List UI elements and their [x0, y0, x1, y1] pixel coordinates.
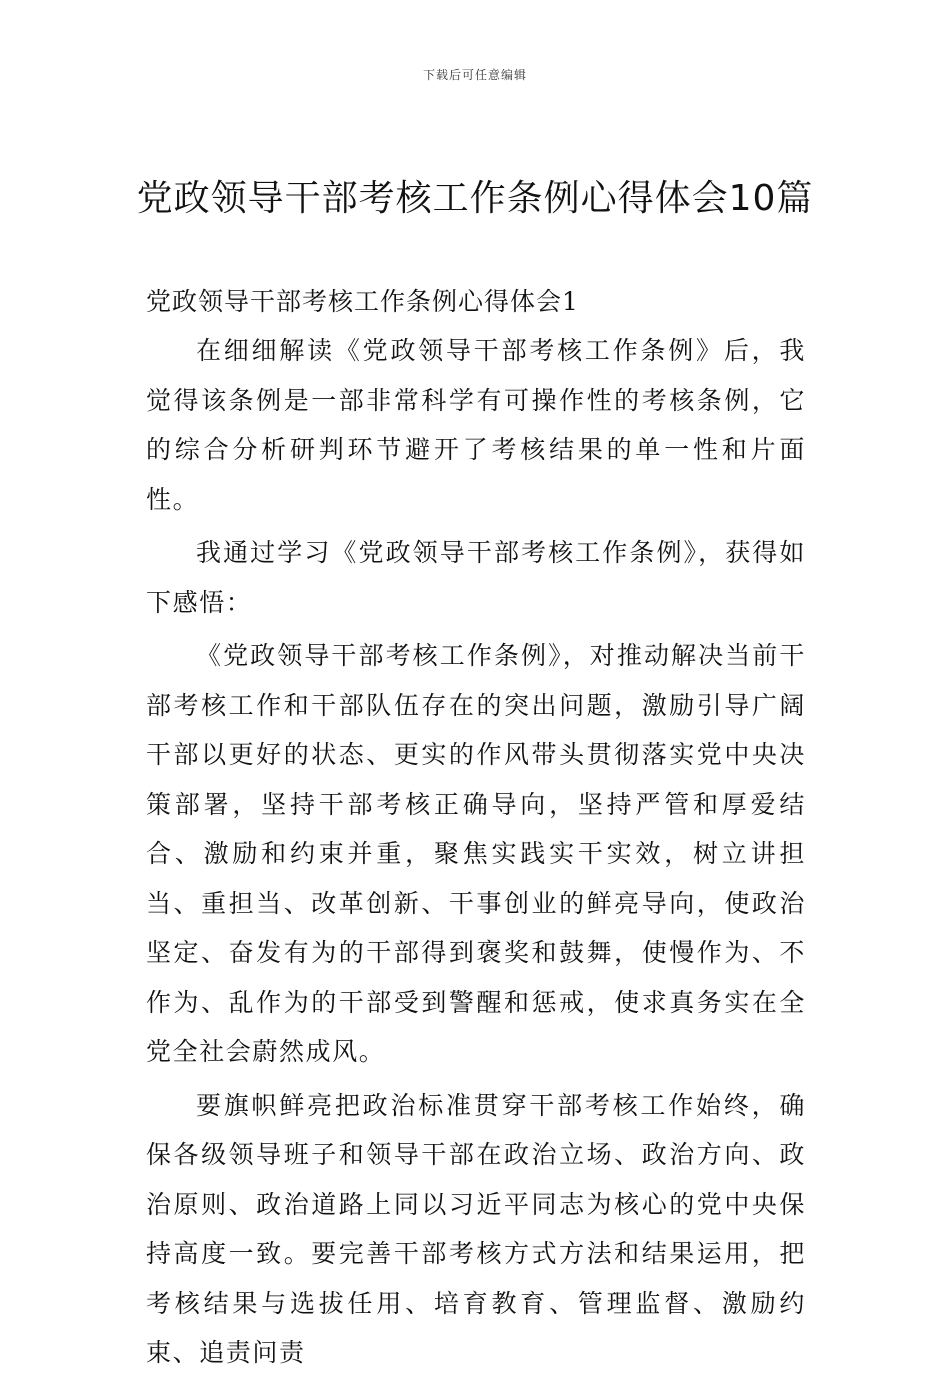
paragraph: 要旗帜鲜亮把政治标准贯穿干部考核工作始终，确保各级领导班子和领导干部在政治立场、政治方向、政治原则、政治道路上同以习近平同志为核心的党中央保持高度一致。要完善干部考核方式方法和结果运用，把考核结果与选拔任用、培育教育、管理监督、激励约束、追责问责: [146, 1090, 806, 1367]
section-heading: 党政领导干部考核工作条例心得体会1: [146, 287, 579, 316]
paragraph: 《党政领导干部考核工作条例》，对推动解决当前干部考核工作和干部队伍存在的突出问题，激励引导广阔干部以更好的状态、更实的作风带头贯彻落实党中央决策部署，坚持干部考核正确导向，坚持严管和厚爱结合、激励和约束并重，聚焦实践实干实效，树立讲担当、重担当、改革创新、干事创业的鲜亮导向，使政治坚定、奋发有为的干部得到褒奖和鼓舞，使慢作为、不作为、乱作为的干部受到警醒和惩戒，使求真务实在全党全社会蔚然成风。: [146, 641, 806, 1066]
paragraph: 在细细解读《党政领导干部考核工作条例》后，我觉得该条例是一部非常科学有可操作性的考核条例，它的综合分析研判环节避开了考核结果的单一性和片面性。: [146, 336, 806, 514]
paragraph: 我通过学习《党政领导干部考核工作条例》，获得如下感悟：: [146, 538, 806, 617]
header-note: 下载后可任意编辑: [422, 68, 527, 82]
body-text: [146, 326, 806, 1382]
document-title: 党政领导干部考核工作条例心得体会10篇: [136, 178, 814, 219]
